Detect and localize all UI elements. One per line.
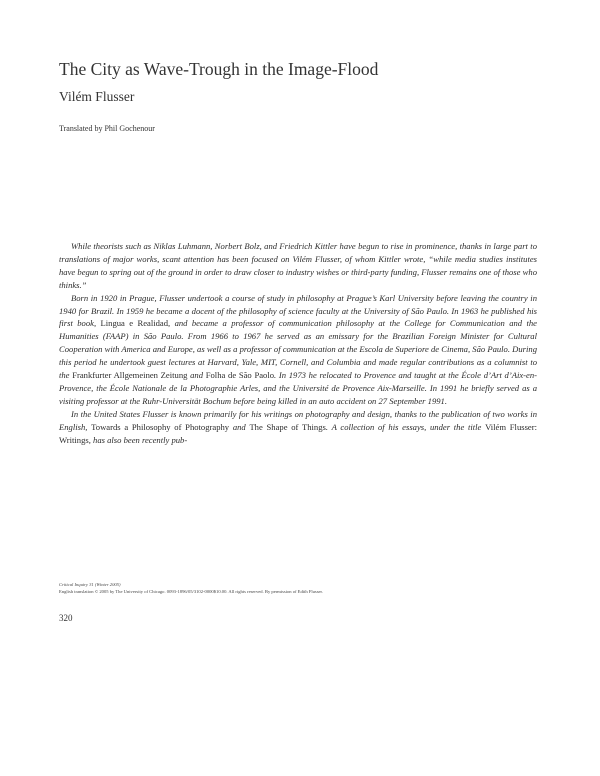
work-title: Folha de São Paolo [205,370,275,381]
article-body [59,240,537,447]
journal-citation: Critical Inquiry 31 (Winter 2005) [59,582,121,587]
work-title: Towards a Philosophy of Photography [91,421,230,432]
text-run: In the United States Flusser is known primarily for his writings on photography and design, thanks to the publication of two works in English, [59,408,537,432]
paragraph [59,408,537,447]
work-title: Lingua e Realidad [100,318,169,329]
work-title: The Shape of Things [249,421,326,432]
text-run: , and became a professor of communication philosophy at the College for Communication and the Humanities (FAAP) in São Paulo. From 1966 to 1967 he served as an emissary for the Brazilian Foreign Minister for Cultural Cooperation with America and Europe, as well as a professor of communication at the Escola de Superiore de Cinema, São Paulo. During this period he undertook guest lectures at Harvard, Yale, MIT, Cornell, and Columbia and made regular contributions as a columnist to the [59,318,537,381]
text-run: and [187,370,206,381]
text-run: Born in 1920 in Prague, Flusser undertook a course of study in philosophy at Prague’s Karl University before leaving the country in 1940 for Brazil. In 1959 he became a docent of the philosophy of science faculty at the University of São Paulo. In 1963 he published his first book, [59,292,537,329]
work-title: Vilém Flusser: Writings [59,421,537,445]
text-run: , has also been recently pub- [88,434,188,445]
footnote [59,581,537,595]
paragraph [59,292,537,408]
text-run: . In 1973 he relocated to Provence and taught at the École d’Art d’Aix-en-Provence, the École Nationale de la Photographie Arles, and the Université de Provence Aix-Marseille. In 1991 he briefly served as a visiting professor at the Ruhr-Universität Bochum before being killed in an auto accident on 27 September 1991. [59,370,537,406]
text-run: . A collection of his essays, under the title [325,421,486,432]
text-run: and [229,421,250,432]
page-number: 320 [59,613,73,623]
work-title: Frankfurter Allgemeinen Zeitung [72,370,188,381]
copyright-notice: English translation © 2005 by The University of Chicago. 0093-1896/05/3102-0000$10.00. All rights reserved. By permission of Edith Flusser. [59,589,323,594]
paragraph [59,240,537,292]
author-name: Vilém Flusser [59,89,135,104]
text-run: While theorists such as Niklas Luhmann, Norbert Bolz, and Friedrich Kittler have begun to rise in prominence, thanks in large part to translations of major works, scant attention has been focused on Vilém Flusser, of whom Kittler wrote, “while media studies institutes have begun to spring out of the ground in order to draw closer to industry wishes or third-party funding, Flusser remains one of those who thinks.” [59,241,537,290]
translator-credit: Translated by Phil Gochenour [59,124,155,133]
article-title: The City as Wave-Trough in the Image-Flood [59,59,379,79]
